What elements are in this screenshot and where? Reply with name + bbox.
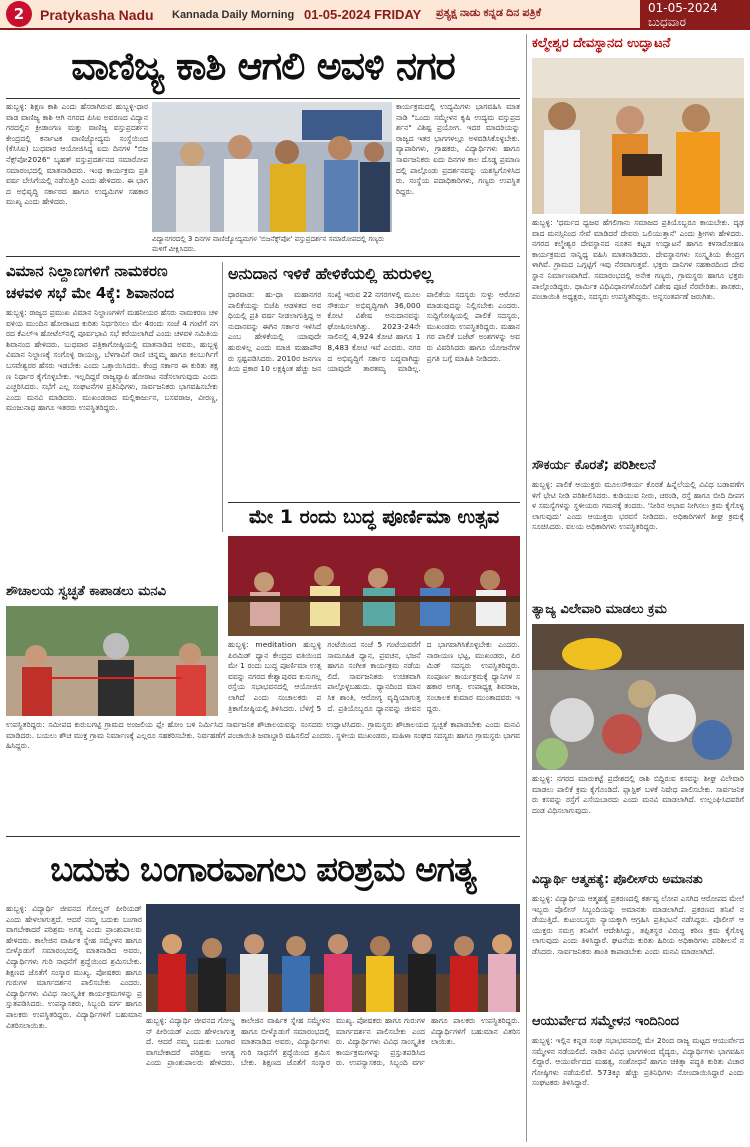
divider	[6, 836, 520, 837]
hard-work-photo	[146, 904, 520, 1012]
date-kannada: 01-05-2024 ಬುಧವಾರ	[640, 0, 750, 30]
page-number-badge: 2	[6, 1, 32, 27]
paper-name: Pratykasha Nadu	[40, 7, 154, 23]
toilet-headline: ಶೌಚಾಲಯ ಸ್ವಚ್ಛತೆ ಕಾಪಾಡಲು ಮನವಿ	[6, 584, 167, 599]
lead-body-right: ಕಾರ್ಯಕ್ರಮದಲ್ಲಿ ಉದ್ಯಮಿಗಳು ಭಾಗವಹಿಸಿ ಮಾತನಾಡಿ "ಒಂದು ಸಮ್ಮೇಳನ ಕೃಷಿ ಉದ್ಯಮ ವಸ್ತುಪ್ರದರ್ಶನ" ವಿಶಿಷ್ಟ ಪ್ರಯೋಗ. ಇದರ ಮಾದರಿಯನ್ನು ರಾಜ್ಯದ ಇತರ ಭಾಗಗಳಲ್ಲೂ ಅಳವಡಿಸಿಕೊಳ್ಳಬೇಕು. ವ್ಯಾಪಾರಿಗಳು, ಗ್ರಾಹಕರು, ವಿದ್ಯಾರ್ಥಿಗಳು ಹಾಗೂ ಸಾರ್ವಜನಿಕರು ಐದು ದಿನಗಳ ಕಾಲ ದೊಡ್ಡ ಪ್ರಮಾಣದಲ್ಲಿ ಪಾಲ್ಗೊಂಡು ಪ್ರದರ್ಶನವನ್ನು ಯಶಸ್ವಿಗೊಳಿಸಿದರು. ಸಂಸ್ಥೆಯ ಪದಾಧಿಕಾರಿಗಳು, ಗಣ್ಯರು ಉಪಸ್ಥಿತರಿದ್ದರು.	[396, 102, 520, 196]
divider	[6, 256, 520, 257]
paper-name-kannada: ಪ್ರತ್ಯಕ್ಷ ನಾಡು ಕನ್ನಡ ದಿನ ಪತ್ರಿಕೆ	[436, 7, 542, 19]
waste-headline: ತ್ಯಾಜ್ಯ ವಿಲೇವಾರಿ ಮಾಡಲು ಕ್ರಮ	[532, 602, 667, 617]
paper-tagline: Kannada Daily Morning	[172, 9, 295, 21]
police-body: ಹುಬ್ಬಳ್ಳಿ: ವಿದ್ಯಾರ್ಥಿಯ ಆತ್ಮಹತ್ಯೆ ಪ್ರಕರಣದಲ್ಲಿ ಕರ್ತವ್ಯ ಲೋಪ ಎಸಗಿದ ಆರೋಪದ ಮೇಲೆ ಇಬ್ಬರು ಪೊಲೀಸ್ ಸಿಬ್ಬಂದಿಯನ್ನು ಅಮಾನತು ಮಾಡಲಾಗಿದೆ. ಪ್ರಕರಣದ ತನಿಖೆ ನಡೆಯುತ್ತಿದೆ. ಕುಟುಂಬಸ್ಥರು ನ್ಯಾಯಕ್ಕಾಗಿ ಆಗ್ರಹಿಸಿ ಪ್ರತಿಭಟನೆ ನಡೆಸಿದ್ದರು. ಪೊಲೀಸ್ ಆಯುಕ್ತರು ಸಮಗ್ರ ತನಿಖೆಗೆ ಆದೇಶಿಸಿದ್ದು, ತಪ್ಪಿತಸ್ಥರ ವಿರುದ್ಧ ಕಠಿಣ ಕ್ರಮ ಕೈಗೊಳ್ಳಲಾಗುವುದು ಎಂದು ತಿಳಿಸಿದ್ದಾರೆ. ಘಟನೆಯ ಕುರಿತು ಹಿರಿಯ ಅಧಿಕಾರಿಗಳು ಪರಿಶೀಲನೆ ನಡೆಸಿದರು. ಸಾರ್ವಜನಿಕರು ಶಾಂತಿ ಕಾಪಾಡಬೇಕು ಎಂದು ಮನವಿ ಮಾಡಲಾಗಿದೆ.	[532, 894, 744, 956]
buddha-body: ಹುಬ್ಬಳ್ಳಿ: meditation ಹುಬ್ಬಳ್ಳಿ ಪಿರಮಿಡ್ ಧ್ಯಾನ ಕೇಂದ್ರದ ವತಿಯಿಂದ ಮೇ 1 ರಂದು ಬುದ್ಧ ಪೂರ್ಣಿಮಾ ಉತ್ಸವವನ್ನು ನಗರದ ಕೇಶ್ವಾಪುರದ ಕುಸುಗಲ್ಲ ರಸ್ತೆಯ ಸಭಾಭವನದಲ್ಲಿ ಆಯೋಜಿಸಲಾಗಿದೆ ಎಂದು ಸಂಚಾಲಕರು ಪತ್ರಿಕಾಗೋಷ್ಠಿಯಲ್ಲಿ ತಿಳಿಸಿದರು. ಬೆಳಿಗ್ಗೆ 5 ಗಂಟೆಯಿಂದ ಸಂಜೆ 5 ಗಂಟೆಯವರೆಗೆ ಸಾಮೂಹಿಕ ಧ್ಯಾನ, ಪ್ರವಚನ, ಭಜನೆ ಹಾಗೂ ಸಂಗೀತ ಕಾರ್ಯಕ್ರಮ ನಡೆಯಲಿದೆ. ಸಾರ್ವಜನಿಕರು ಉಚಿತವಾಗಿ ಪಾಲ್ಗೊಳ್ಳಬಹುದು. ಧ್ಯಾನದಿಂದ ಮಾನಸಿಕ ಶಾಂತಿ, ಆರೋಗ್ಯ ವೃದ್ಧಿಯಾಗುತ್ತದೆ. ಪ್ರತಿಯೊಬ್ಬರೂ ಧ್ಯಾನವನ್ನು ಜೀವನದ ಭಾಗವಾಗಿಸಿಕೊಳ್ಳಬೇಕು ಎಂದರು. ನಾರಾಯಣ ಭಟ್ಟ, ಮುಖಂಡರು, ಪಿರಮಿಡ್ ಸದಸ್ಯರು ಉಪಸ್ಥಿತರಿದ್ದರು. ಸಂಪೂರ್ಣ ಕಾರ್ಯಕ್ರಮಕ್ಕೆ ಧ್ಯಾನಿಗಳ ಸಹಕಾರ ಅಗತ್ಯ. ಉಪಾಧ್ಯಕ್ಷ ಶಿವರಾಜ, ಸಂಚಾಲಕ ಕುಮಾರ ಮುಂತಾದವರು ಇದ್ದರು.	[228, 640, 520, 713]
temple-body: ಹುಬ್ಬಳ್ಳಿ: 'ಧರ್ಮದ ಧ್ವಜವ ಹೆಗಲಿಗಾನು ಸಮಾಜದ ಪ್ರತಿಯೊಬ್ಬರೂ ಕಾಯಬೇಕು. ದೃಢವಾದ ಮನಸ್ಸಿನಿಂದ ಸೇವೆ ಮಾಡಿದರೆ ದೇವರು ಒಲಿಯುತ್ತಾನೆ' ಎಂದು ಶ್ರೀಗಳು ಹೇಳಿದರು. ನಗರದ ಕಲ್ಮೇಶ್ವರ ದೇವಸ್ಥಾನದ ನೂತನ ಕಟ್ಟಡ ಉದ್ಘಾಟನೆ ಹಾಗೂ ಕಳಸಾರೋಹಣ ಕಾರ್ಯಕ್ರಮದ ಸಾನ್ನಿಧ್ಯ ವಹಿಸಿ ಮಾತನಾಡಿದರು. ದೇವಸ್ಥಾನಗಳು ಸಂಸ್ಕೃತಿಯ ಕೇಂದ್ರಗಳಾಗಿವೆ. ಗ್ರಾಮದ ಒಗ್ಗಟ್ಟಿಗೆ ಇವು ನೆರವಾಗುತ್ತವೆ. ಭಕ್ತರು ದಾನಿಗಳ ಸಹಕಾರದಿಂದ ದೇವಸ್ಥಾನ ನಿರ್ಮಾಣವಾಗಿದೆ. ಸಮಾರಂಭದಲ್ಲಿ ಅನೇಕ ಗಣ್ಯರು, ಗ್ರಾಮಸ್ಥರು ಹಾಗೂ ಭಕ್ತರು ಪಾಲ್ಗೊಂಡಿದ್ದರು. ಧಾರ್ಮಿಕ ವಿಧಿವಿಧಾನಗಳೊಂದಿಗೆ ವಿಶೇಷ ಪೂಜೆ ನೆರವೇರಿತು. ಶಾಸಕರು, ಪಂಚಾಯಿತಿ ಅಧ್ಯಕ್ಷರು, ಸದಸ್ಯರು ಉಪಸ್ಥಿತರಿದ್ದರು. ಅನ್ನಸಂತರ್ಪಣೆ ಜರುಗಿತು.	[532, 218, 744, 302]
waste-body: ಹುಬ್ಬಳ್ಳಿ: ನಗರದ ಮಾರುಕಟ್ಟೆ ಪ್ರದೇಶದಲ್ಲಿ ರಾಶಿ ಬಿದ್ದಿರುವ ಕಸವನ್ನು ಶೀಘ್ರ ವಿಲೇವಾರಿ ಮಾಡಲು ಪಾಲಿಕೆ ಕ್ರಮ ಕೈಗೊಂಡಿದೆ. ಪ್ಲಾಸ್ಟಿಕ್ ಬಳಕೆ ನಿಷೇಧ ಪಾಲಿಸಬೇಕು. ಸಾರ್ವಜನಿಕರು ಕಸವನ್ನು ರಸ್ತೆಗೆ ಎಸೆಯಬಾರದು ಎಂದು ಮನವಿ ಮಾಡಲಾಗಿದೆ. ಉಲ್ಲಂಘಿಸಿದವರಿಗೆ ದಂಡ ವಿಧಿಸಲಾಗುವುದು.	[532, 774, 744, 815]
lead-headline: ವಾಣಿಜ್ಯ ಕಾಶಿ ಆಗಲಿ ಅವಳಿ ನಗರ	[71, 44, 455, 88]
facilities-body: ಹುಬ್ಬಳ್ಳಿ: ಪಾಲಿಕೆ ಆಯುಕ್ತರು ಮೂಲಸೌಕರ್ಯ ಕೊರತೆ ಹಿನ್ನೆಲೆಯಲ್ಲಿ ವಿವಿಧ ಬಡಾವಣೆಗಳಿಗೆ ಭೇಟಿ ನೀಡಿ ಪರಿಶೀಲಿಸಿದರು. ಕುಡಿಯುವ ನೀರು, ಚರಂಡಿ, ರಸ್ತೆ ಹಾಗೂ ಬೀದಿ ದೀಪಗಳ ಸಮಸ್ಯೆಗಳನ್ನು ಸ್ಥಳೀಯರು ಗಮನಕ್ಕೆ ತಂದರು. 'ನೀರಿನ ಅಭಾವ ನೀಗಿಸಲು ಕ್ರಮ ಕೈಗೊಳ್ಳಲಾಗುವುದು' ಎಂದು ಆಯುಕ್ತರು ಭರವಸೆ ನೀಡಿದರು. ಅಧಿಕಾರಿಗಳಿಗೆ ಶೀಘ್ರ ಕ್ರಮಕ್ಕೆ ಸೂಚಿಸಿದರು. ವಲಯ ಅಧಿಕಾರಿಗಳು ಉಪಸ್ಥಿತರಿದ್ದರು.	[532, 480, 744, 532]
lead-photo	[152, 102, 392, 232]
waste-photo	[532, 624, 744, 770]
masthead	[0, 0, 750, 30]
buddha-headline: ಮೇ 1 ರಂದು ಬುದ್ಧ ಪೂರ್ಣಿಮಾ ಉತ್ಸವ	[248, 506, 500, 528]
hard-work-body-columns: ಹುಬ್ಬಳ್ಳಿ: ವಿದ್ಯಾರ್ಥಿ ಜೀವನದ ಗೋಲ್ಡನ್ ಪೀರಿಯಡ್ ಎಂದು ಹೇಳಲಾಗುತ್ತದೆ. ಆದರೆ ನಮ್ಮ ಬದುಕು ಬಂಗಾರವಾಗಬೇಕಾದರೆ ಪರಿಶ್ರಮ ಅಗತ್ಯ ಎಂದು ಪ್ರಾಂಶುಪಾಲರು ಹೇಳಿದರು. ಕಾಲೇಜಿನ ವಾರ್ಷಿಕ ಸ್ನೇಹ ಸಮ್ಮೇಳನ ಹಾಗೂ ಬೀಳ್ಕೊಡುಗೆ ಸಮಾರಂಭದಲ್ಲಿ ಮಾತನಾಡಿದ ಅವರು, ವಿದ್ಯಾರ್ಥಿಗಳು ಗುರಿ ಸಾಧನೆಗೆ ಶ್ರದ್ಧೆಯಿಂದ ಶ್ರಮಿಸಬೇಕು. ಶಿಕ್ಷಣದ ಜೊತೆಗೆ ಸಂಸ್ಕಾರ ಮುಖ್ಯ. ಪೋಷಕರು ಹಾಗೂ ಗುರುಗಳ ಮಾರ್ಗದರ್ಶನ ಪಾಲಿಸಬೇಕು ಎಂದರು. ವಿದ್ಯಾರ್ಥಿಗಳು ವಿವಿಧ ಸಾಂಸ್ಕೃತಿಕ ಕಾರ್ಯಕ್ರಮಗಳನ್ನು ಪ್ರಸ್ತುತಪಡಿಸಿದರು. ಉಪನ್ಯಾಸಕರು, ಸಿಬ್ಬಂದಿ ವರ್ಗ ಹಾಗೂ ಪಾಲಕರು ಉಪಸ್ಥಿತರಿದ್ದರು. ವಿದ್ಯಾರ್ಥಿಗಳಿಗೆ ಬಹುಮಾನ ವಿತರಿಸಲಾಯಿತು.	[146, 1016, 520, 1068]
ayurveda-headline: ಆಯುರ್ವೇದ ಸಮ್ಮೇಳನ ಇಂದಿನಿಂದ	[532, 1014, 680, 1029]
police-headline: ವಿದ್ಯಾರ್ಥಿ ಆತ್ಮಹತ್ಯೆ: ಪೊಲೀಸ್‌ರು ಅಮಾನತು	[532, 872, 703, 886]
facilities-headline: ಸೌಕರ್ಯ ಕೊರತೆ; ಪರಿಶೀಲನೆ	[532, 458, 656, 473]
sidebar-divider	[526, 34, 527, 1142]
ayurveda-body: ಹುಬ್ಬಳ್ಳಿ: ಇಲ್ಲಿನ ಕನ್ನಡ ಸಂಘ ಸಭಾಭವನದಲ್ಲಿ ಮೇ 2ರಿಂದ ರಾಜ್ಯ ಮಟ್ಟದ ಆಯುರ್ವೇದ ಸಮ್ಮೇಳನ ನಡೆಯಲಿದೆ. ನಾಡಿನ ವಿವಿಧ ಭಾಗಗಳಿಂದ ವೈದ್ಯರು, ವಿದ್ಯಾರ್ಥಿಗಳು ಭಾಗವಹಿಸಲಿದ್ದಾರೆ. ಆಯುರ್ವೇದದ ಮಹತ್ವ, ಸಂಶೋಧನೆ ಹಾಗೂ ಚಿಕಿತ್ಸಾ ಪದ್ಧತಿ ಕುರಿತು ವಿಚಾರಗೋಷ್ಠಿಗಳು ನಡೆಯಲಿವೆ. 573ಕ್ಕೂ ಹೆಚ್ಚು ಪ್ರತಿನಿಧಿಗಳು ನೋಂದಾಯಿಸಿದ್ದಾರೆ ಎಂದು ಸಂಘಟಕರು ತಿಳಿಸಿದ್ದಾರೆ.	[532, 1036, 744, 1088]
hard-work-headline: ಬದುಕು ಬಂಗಾರವಾಗಲು ಪರಿಶ್ರಮ ಅಗತ್ಯ	[50, 850, 476, 890]
airport-body: ಹುಬ್ಬಳ್ಳಿ: ರಾಜ್ಯದ ಪ್ರಮುಖ ವಿಮಾನ ನಿಲ್ದಾಣಗಳಿಗೆ ಮಹನೀಯರ ಹೆಸರು ನಾಮಕರಣ ಚಳವಳಿಯ ಮುಂದಿನ ಹೋರಾಟದ ಕುರಿತು ನಿರ್ಧರಿಸಲು ಮೇ 4ರಂದು ಸಂಜೆ 4 ಗಂಟೆಗೆ ನಗರದ ಕೆಎಲ್‌ಇ ಹೋಟೆಲ್‌ನಲ್ಲಿ ಪೂರ್ವಭಾವಿ ಸಭೆ ಕರೆಯಲಾಗಿದೆ ಎಂದು ಚಳವಳಿ ಸಮಿತಿಯ ಶಿವಾನಂದ ಹೇಳಿದರು. ಬುಧವಾರ ಪತ್ರಿಕಾಗೋಷ್ಠಿಯಲ್ಲಿ ಮಾತನಾಡಿದ ಅವರು, ಹುಬ್ಬಳ್ಳಿ ವಿಮಾನ ನಿಲ್ದಾಣಕ್ಕೆ ಸಂಗೊಳ್ಳಿ ರಾಯಣ್ಣ, ಬೆಳಗಾವಿಗೆ ರಾಣಿ ಚನ್ನಮ್ಮ ಹಾಗೂ ಕಲಬುರ್ಗಿಗೆ ಬಸವೇಶ್ವರರ ಹೆಸರು ಇಡಬೇಕು ಎಂದು ಒತ್ತಾಯಿಸಿದರು. ಕೇಂದ್ರ ಸರ್ಕಾರ ಈ ಕುರಿತು ತಕ್ಷಣ ನಿರ್ಧಾರ ಕೈಗೊಳ್ಳಬೇಕು. ಇಲ್ಲದಿದ್ದರೆ ರಾಜ್ಯವ್ಯಾಪಿ ಹೋರಾಟ ನಡೆಸಲಾಗುವುದು ಎಂದು ಎಚ್ಚರಿಸಿದರು. ಸಭೆಗೆ ಎಲ್ಲ ಸಂಘಟನೆಗಳ ಪ್ರತಿನಿಧಿಗಳು, ಸಾರ್ವಜನಿಕರು ಭಾಗವಹಿಸಬೇಕು ಎಂದು ಮನವಿ ಮಾಡಿದರು. ಮುಖಂಡರಾದ ಮಲ್ಲಿಕಾರ್ಜುನ, ಬಸವರಾಜ, ವೀರಣ್ಣ, ಮಂಜುನಾಥ ಹಾಗೂ ಇತರರು ಉಪಸ್ಥಿತರಿದ್ದರು.	[6, 308, 218, 413]
grant-headline: ಅನುದಾನ ಇಳಿಕೆ ಹೇಳಿಕೆಯಲ್ಲಿ ಹುರುಳಿಲ್ಲ	[228, 264, 434, 283]
date-english: 01-05-2024 FRIDAY	[304, 7, 422, 22]
temple-photo	[532, 58, 744, 214]
airport-headline: ವಿಮಾನ ನಿಲ್ದಾಣಗಳಿಗೆ ನಾಮಕರಣ	[6, 262, 168, 280]
grant-body: ಧಾರವಾಡ: ಹು-ಧಾ ಮಹಾನಗರ ಪಾಲಿಕೆಯನ್ನು ಬಿಜೆಪಿ ಆಡಳಿತದ ಅವಧಿಯಲ್ಲಿ ಪ್ರತಿ ವರ್ಷ ನೀಡಲಾಗುತ್ತಿದ್ದ ಅನುದಾನವನ್ನು ಈಗಿನ ಸರ್ಕಾರ ಇಳಿಸಿದೆ ಎಂಬ ಹೇಳಿಕೆಯಲ್ಲಿ ಯಾವುದೇ ಹುರುಳಿಲ್ಲ ಎಂದು ಮಾಜಿ ಮಹಾಪೌರರು ಸ್ಪಷ್ಟಪಡಿಸಿದರು. 2010ರ ಜನಗಣತಿಯ ಪ್ರಕಾರ 10 ಲಕ್ಷಕ್ಕಿಂತ ಹೆಚ್ಚು ಜನಸಂಖ್ಯೆ ಇರುವ 22 ನಗರಗಳಲ್ಲಿ ಮೂಲಸೌಕರ್ಯ ಅಭಿವೃದ್ಧಿಗಾಗಿ 36,000 ಕೋಟಿ ವಿಶೇಷ ಅನುದಾನವನ್ನು ಘೋಷಿಸಲಾಗಿತ್ತು. 2023-24ನೇ ಸಾಲಿನಲ್ಲಿ 4,924 ಕೋಟಿ ಹಾಗೂ 18,483 ಕೋಟಿ ಇವೆ ಎಂದರು. ನಗರದ ಅಭಿವೃದ್ಧಿಗೆ ಸರ್ಕಾರ ಬದ್ಧವಾಗಿದ್ದು ಯಾವುದೇ ತಾರತಮ್ಯ ಮಾಡಿಲ್ಲ. ಪಾಲಿಕೆಯ ಸದಸ್ಯರು ಸುಳ್ಳು ಆರೋಪ ಮಾಡುವುದನ್ನು ನಿಲ್ಲಿಸಬೇಕು ಎಂದರು. ಸುದ್ದಿಗೋಷ್ಠಿಯಲ್ಲಿ ಪಾಲಿಕೆ ಸದಸ್ಯರು, ಮುಖಂಡರು ಉಪಸ್ಥಿತರಿದ್ದರು. ಮಹಾನಗರ ಪಾಲಿಕೆ ಬಜೆಟ್ ಅಂಶಗಳನ್ನು ಅವರು ವಿವರಿಸಿದರು ಹಾಗೂ ಯೋಜನೆಗಳ ಪ್ರಗತಿ ಬಗ್ಗೆ ಮಾಹಿತಿ ನೀಡಿದರು.	[228, 290, 520, 374]
lead-photo-caption: ವಿದ್ಯಾನಗರದಲ್ಲಿ 3 ದಿನಗಳ ವಾಣಿಜ್ಯೋದ್ಯಮಗಳ 'ಬಿಜನೆಕ್ಸ್‌ಪೋ' ವಸ್ತುಪ್ರದರ್ಶನ ಸಮಾರೋಪದಲ್ಲಿ ಗಣ್ಯರು ಮಳಿಗೆ ವೀಕ್ಷಿಸಿದರು.	[152, 235, 385, 253]
toilet-body: ಉಪಸ್ಥಿತರಿದ್ದರು: ಸಮೀಪದ ಕುರುಬಗಟ್ಟಿ ಗ್ರಾಮದ ಅಂಜಲಿಯ ಪ್ಲೇ ಹೋಂ ಬಳಿ ನಿರ್ಮಿಸಿದ ಸಾರ್ವಜನಿಕ ಶೌಚಾಲಯವನ್ನು ಸಂಸದರು ಉದ್ಘಾಟಿಸಿದರು. ಗ್ರಾಮಸ್ಥರು ಶೌಚಾಲಯದ ಸ್ವಚ್ಛತೆ ಕಾಪಾಡಬೇಕು ಎಂದು ಮನವಿ ಮಾಡಿದರು. ಬಯಲು ಶೌಚ ಮುಕ್ತ ಗ್ರಾಮ ನಿರ್ಮಾಣಕ್ಕೆ ಎಲ್ಲರೂ ಸಹಕರಿಸಬೇಕು. ನಿರ್ವಹಣೆಗೆ ಪಂಚಾಯಿತಿ ಜವಾಬ್ದಾರಿ ವಹಿಸಲಿದೆ ಎಂದರು. ಸ್ಥಳೀಯ ಮುಖಂಡರು, ಮಹಿಳಾ ಸಂಘದ ಸದಸ್ಯರು ಹಾಗೂ ಗ್ರಾಮಸ್ಥರು ಭಾಗವಹಿಸಿದ್ದರು.	[6, 720, 520, 751]
divider	[228, 502, 520, 503]
hard-work-body: ಹುಬ್ಬಳ್ಳಿ: ವಿದ್ಯಾರ್ಥಿ ಜೀವನದ ಗೋಲ್ಡನ್ ಪೀರಿಯಡ್ ಎಂದು ಹೇಳಲಾಗುತ್ತದೆ. ಆದರೆ ನಮ್ಮ ಬದುಕು ಬಂಗಾರವಾಗಬೇಕಾದರೆ ಪರಿಶ್ರಮ ಅಗತ್ಯ ಎಂದು ಪ್ರಾಂಶುಪಾಲರು ಹೇಳಿದರು. ಕಾಲೇಜಿನ ವಾರ್ಷಿಕ ಸ್ನೇಹ ಸಮ್ಮೇಳನ ಹಾಗೂ ಬೀಳ್ಕೊಡುಗೆ ಸಮಾರಂಭದಲ್ಲಿ ಮಾತನಾಡಿದ ಅವರು, ವಿದ್ಯಾರ್ಥಿಗಳು ಗುರಿ ಸಾಧನೆಗೆ ಶ್ರದ್ಧೆಯಿಂದ ಶ್ರಮಿಸಬೇಕು. ಶಿಕ್ಷಣದ ಜೊತೆಗೆ ಸಂಸ್ಕಾರ ಮುಖ್ಯ. ಪೋಷಕರು ಹಾಗೂ ಗುರುಗಳ ಮಾರ್ಗದರ್ಶನ ಪಾಲಿಸಬೇಕು ಎಂದರು. ವಿದ್ಯಾರ್ಥಿಗಳು ವಿವಿಧ ಸಾಂಸ್ಕೃತಿಕ ಕಾರ್ಯಕ್ರಮಗಳನ್ನು ಪ್ರಸ್ತುತಪಡಿಸಿದರು. ಉಪನ್ಯಾಸಕರು, ಸಿಬ್ಬಂದಿ ವರ್ಗ ಹಾಗೂ ಪಾಲಕರು ಉಪಸ್ಥಿತರಿದ್ದರು. ವಿದ್ಯಾರ್ಥಿಗಳಿಗೆ ಬಹುಮಾನ ವಿತರಿಸಲಾಯಿತು.	[6, 904, 142, 1030]
airport-subheadline: ಚಳವಳಿ ಸಭೆ ಮೇ 4ಕ್ಕೆ: ಶಿವಾನಂದ	[6, 284, 175, 302]
lead-body-left: ಹುಬ್ಬಳ್ಳಿ: ಶಿಕ್ಷಣ ಕಾಶಿ ಎಂದು ಹೆಸರಾಗಿರುವ ಹುಬ್ಬಳ್ಳಿ-ಧಾರವಾಡ ವಾಣಿಜ್ಯ ಕಾಶಿ ಆಗಿ ನಗರದ ಪಿಸಿಐ ಅವರಣದ ವಿದ್ಯಾನಗರದಲ್ಲಿನ ಕ್ರೀಡಾಂಗಣ ಮತ್ತು ವಾಣಿಜ್ಯ ವಸ್ತುಪ್ರದರ್ಶನ ಕೇಂದ್ರದಲ್ಲಿ ಕರ್ನಾಟಕ ವಾಣಿಜ್ಯೋದ್ಯಮ ಸಂಸ್ಥೆಯಿಂದ (ಕೆಸಿಸಿಐ) ಬುಧವಾರ ಆಯೋಜಿಸಿದ್ದ ಐದು ದಿನಗಳ "ಬಿಜನೆಕ್ಸ್‌ಪೋ2026" ಬೃಹತ್ ವಸ್ತುಪ್ರದರ್ಶನದ ಸಮಾರೋಪ ಸಮಾರಂಭದಲ್ಲಿ ಮಾತನಾಡಿದರು. ಇಂಥ ಕಾರ್ಯಕ್ರಮ ಪ್ರತಿ ವರ್ಷ ಬೇಸಿಗೆಯಲ್ಲಿ ನಡೆಸುತ್ತಿರಿ ಎಂದು ಹೇಳಿದರು. ಈ ಭಾಗದ ಅಭಿವೃದ್ಧಿ ಸರ್ಕಾರದ ಹಾಗೂ ಉದ್ಯಮಿಗಳ ಸಹಕಾರ ಮುಖ್ಯ ಎಂದು ಹೇಳಿದರು.	[6, 102, 148, 207]
buddha-photo	[228, 536, 520, 636]
toilet-photo	[6, 606, 218, 716]
column-divider	[222, 262, 223, 532]
temple-headline: ಕಲ್ಮೇಶ್ವರ ದೇವಸ್ಥಾನದ ಉದ್ಘಾಟನೆ	[532, 36, 671, 51]
divider	[6, 98, 520, 99]
